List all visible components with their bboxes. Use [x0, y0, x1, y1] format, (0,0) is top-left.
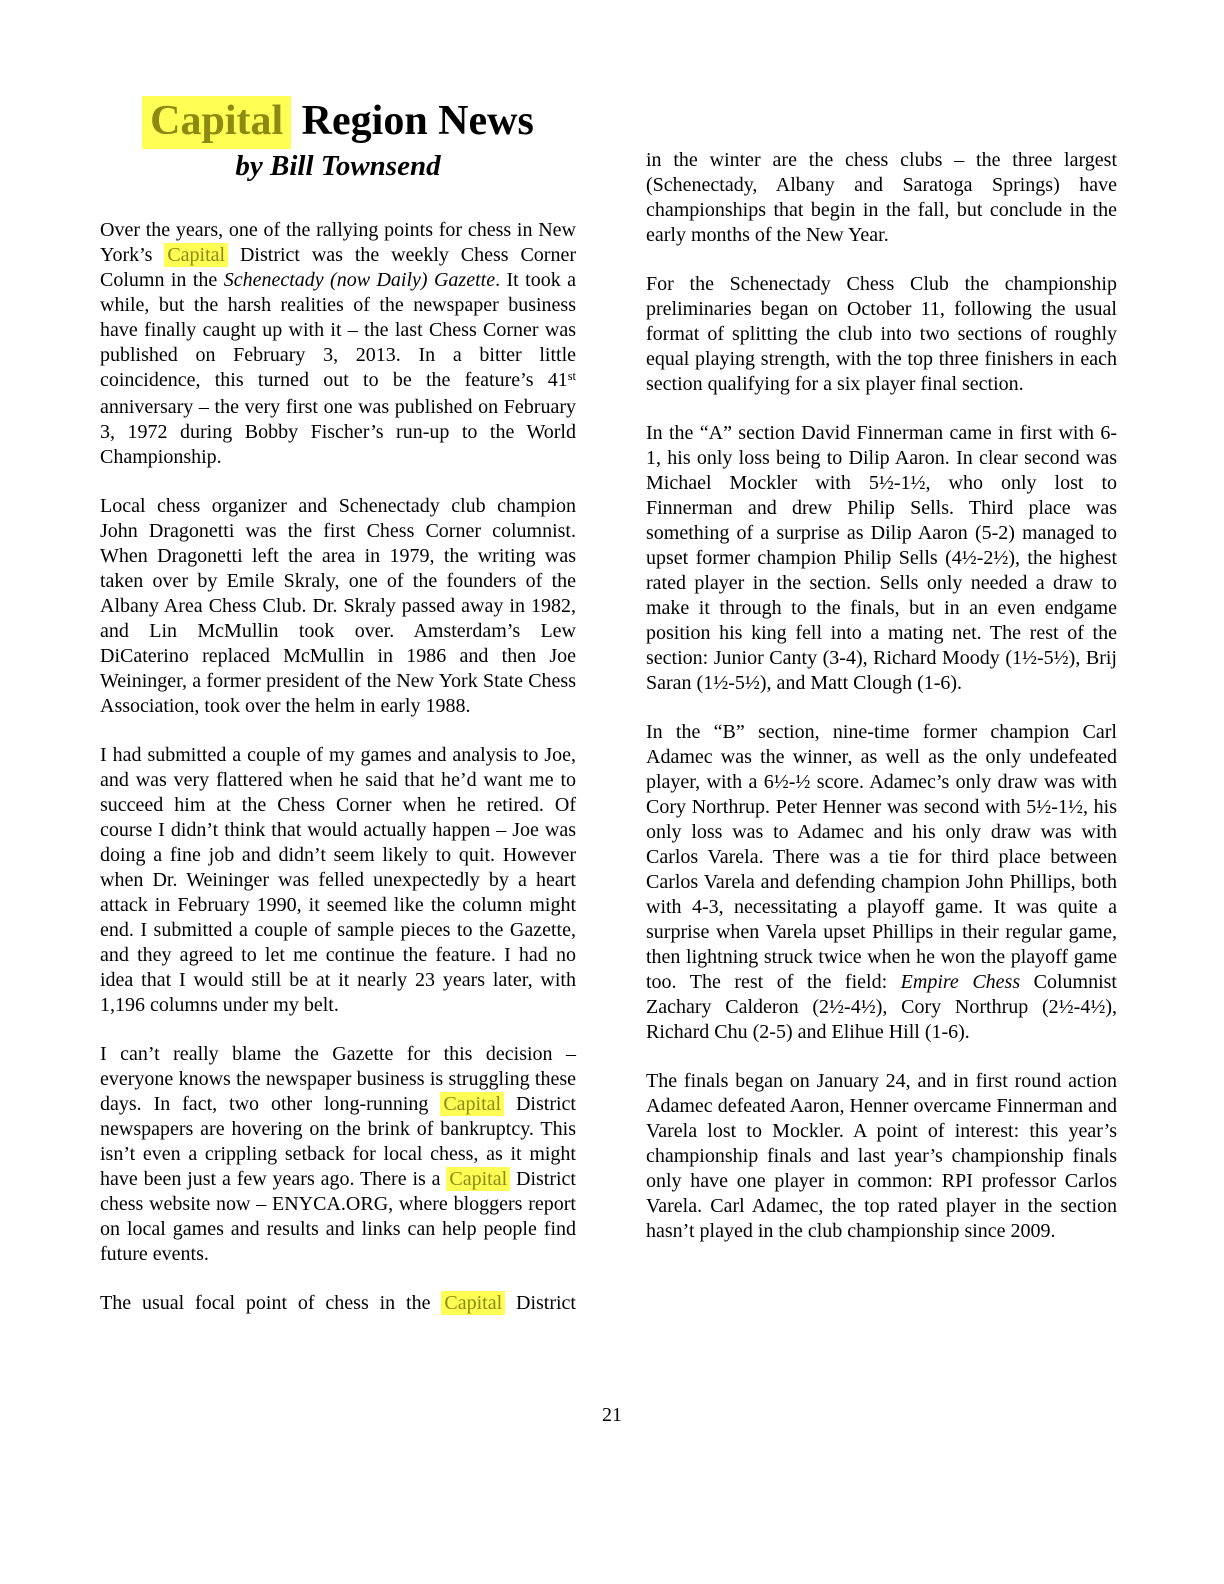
highlighted-term: Capital	[440, 1092, 504, 1116]
paragraph-gazette-decision: I can’t really blame the Gazette for this decision – everyone knows the newspaper business is struggling these days. In fact, two other long-running Capital District newspapers are hovering on the brink of bankruptcy. This isn’t even a crippling setback for local chess, as it might have been just a few years ago. There is a Capital District chess website now – ENYCA.ORG, where bloggers report on local games and results and links can help people find future events.	[100, 1043, 576, 1265]
paragraph-intro: Over the years, one of the rallying points for chess in New York’s Capital District was the weekly Chess Corner Column in the Schenectady (now Daily) Gazette. It took a while, but the harsh realities of the newspaper business have finally caught up with it – the last Chess Corner was published on February 3, 2013. In a bitter little coincidence, this turned out to be the feature’s 41st anniversary – the very first one was published on February 3, 1972 during Bobby Fischer’s run-up to the World Championship.	[100, 219, 576, 468]
ordinal-superscript: st	[567, 368, 576, 383]
italic-text: Schenectady (now Daily) Gazette	[223, 269, 496, 291]
title-highlighted-term: Capital	[142, 96, 291, 149]
paragraph-succession: I had submitted a couple of my games and analysis to Joe, and was very flattered when he said that he’d want me to succeed him at the Chess Corner when he retired. Of course I didn’t think that would actually happen – Joe was doing a fine job and didn’t seem likely to quit. However when Dr. Weininger was felled unexpectedly by a heart attack in February 1990, it seemed like the column might end. I submitted a couple of sample pieces to the Gazette, and they agreed to let me continue the feature. I had no idea that I would still be at it nearly 23 years later, with 1,196 columns under my belt.	[100, 744, 576, 1016]
byline: by Bill Townsend	[235, 150, 441, 182]
paragraph-schenectady-prelims: For the Schenectady Chess Club the championship preliminaries began on October 11, following the usual format of splitting the club into two sections of roughly equal playing strength, with the top three finishers in each section qualifying for a six player final section.	[646, 273, 1117, 395]
paragraph-a-section: In the “A” section David Finnerman came in first with 6-1, his only loss being to Dilip Aaron. In clear second was Michael Mockler with 5½-1½, who only lost to Finnerman and drew Philip Sells. Third place was something of a surprise as Dilip Aaron (5-2) managed to upset former champion Philip Sells (4½-2½), the highest rated player in the section. Sells only needed a draw to make it through to the finals, but in an even endgame position his king fell into a mating net. The rest of the section: Junior Canty (3-4), Richard Moody (1½-5½), Brij Saran (1½-5½), and Matt Clough (1-6).	[646, 422, 1117, 694]
paragraph-columnists-history: Local chess organizer and Schenectady club champion John Dragonetti was the first Chess Corner columnist. When Dragonetti left the area in 1979, the writing was taken over by Emile Skraly, one of the founders of the Albany Area Chess Club. Dr. Skraly passed away in 1982, and Lin McMullin took over. Amsterdam’s Lew DiCaterino replaced McMullin in 1986 and then Joe Weininger, a former president of the New York State Chess Association, took over the helm in early 1988.	[100, 495, 576, 717]
left-column	[100, 96, 576, 1316]
italic-text: Empire Chess	[900, 971, 1021, 993]
page-number: 21	[602, 1404, 622, 1426]
paragraph-winter-clubs: in the winter are the chess clubs – the three largest (Schenectady, Albany and Saratoga Springs) have championships that begin in the fall, but conclude in the early months of the New Year.	[646, 149, 1117, 246]
highlighted-term: Capital	[441, 1291, 505, 1315]
title-text: Region News	[291, 98, 534, 144]
page-title	[100, 96, 576, 146]
highlighted-term: Capital	[164, 243, 228, 267]
paragraph-b-section: In the “B” section, nine-time former champion Carl Adamec was the winner, as well as the only undefeated player, with a 6½-½ score. Adamec’s only draw was with Cory Northrup. Peter Henner was second with 5½-1½, his only loss was to Adamec and his only draw was with Carlos Varela. There was a tie for third place between Carlos Varela and defending champion John Phillips, both with 4-3, necessitating a playoff game. It was quite a surprise when Varela upset Phillips in their regular game, then lightning struck twice when he won the playoff game too. The rest of the field: Empire Chess Columnist Zachary Calderon (2½-4½), Cory Northrup (2½-4½), Richard Chu (2-5) and Elihue Hill (1-6).	[646, 721, 1117, 1043]
paragraph-focal-point: The usual focal point of chess in the Capital District	[100, 1292, 576, 1314]
paragraph-finals: The finals began on January 24, and in first round action Adamec defeated Aaron, Henner overcame Finnerman and Varela lost to Mockler. A point of interest: this year’s championship finals and last year’s championship finals only have one player in common: RPI professor Carlos Varela. Carl Adamec, the top rated player in the section hasn’t played in the club championship since 2009.	[646, 1070, 1117, 1242]
right-column	[646, 148, 1117, 1244]
highlighted-term: Capital	[446, 1167, 510, 1191]
